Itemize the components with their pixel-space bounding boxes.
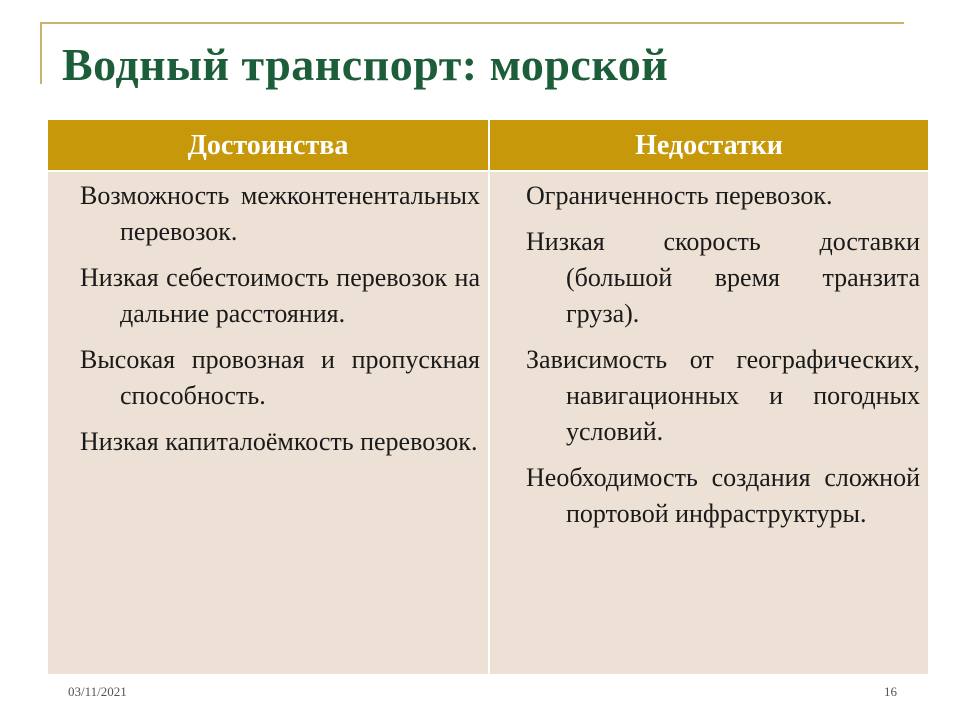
footer-date: 03/11/2021 xyxy=(68,684,127,699)
disadvantages-column xyxy=(526,178,920,542)
disadvantage-item: Зависимость от географических, навигационных и погодных условий. xyxy=(526,345,920,446)
disadvantage-item: Необходимость создания сложной портовой инфраструктуры. xyxy=(526,463,920,528)
column-divider xyxy=(488,120,490,674)
title-frame-left-line xyxy=(40,22,42,84)
advantage-item: Низкая капиталоёмкость перевозок. xyxy=(80,427,478,456)
footer-page-number: 16 xyxy=(884,684,897,699)
disadvantage-item: Низкая скорость доставки (большой время транзита груза). xyxy=(526,227,920,328)
header-advantages: Достоинства xyxy=(187,130,349,161)
header-disadvantages: Недостатки xyxy=(635,130,783,161)
advantages-column xyxy=(80,178,480,470)
advantage-item: Высокая провозная и пропускная способность. xyxy=(80,345,480,410)
slide-title: Водный транспорт: морской xyxy=(62,39,669,90)
advantage-item: Возможность межконтенентальных перевозок. xyxy=(80,181,480,246)
title-frame-top-line xyxy=(40,22,904,24)
comparison-table xyxy=(48,120,928,674)
disadvantage-item: Ограниченность перевозок. xyxy=(526,181,833,210)
advantage-item: Низкая себестоимость перевозок на дальние расстояния. xyxy=(80,263,480,328)
